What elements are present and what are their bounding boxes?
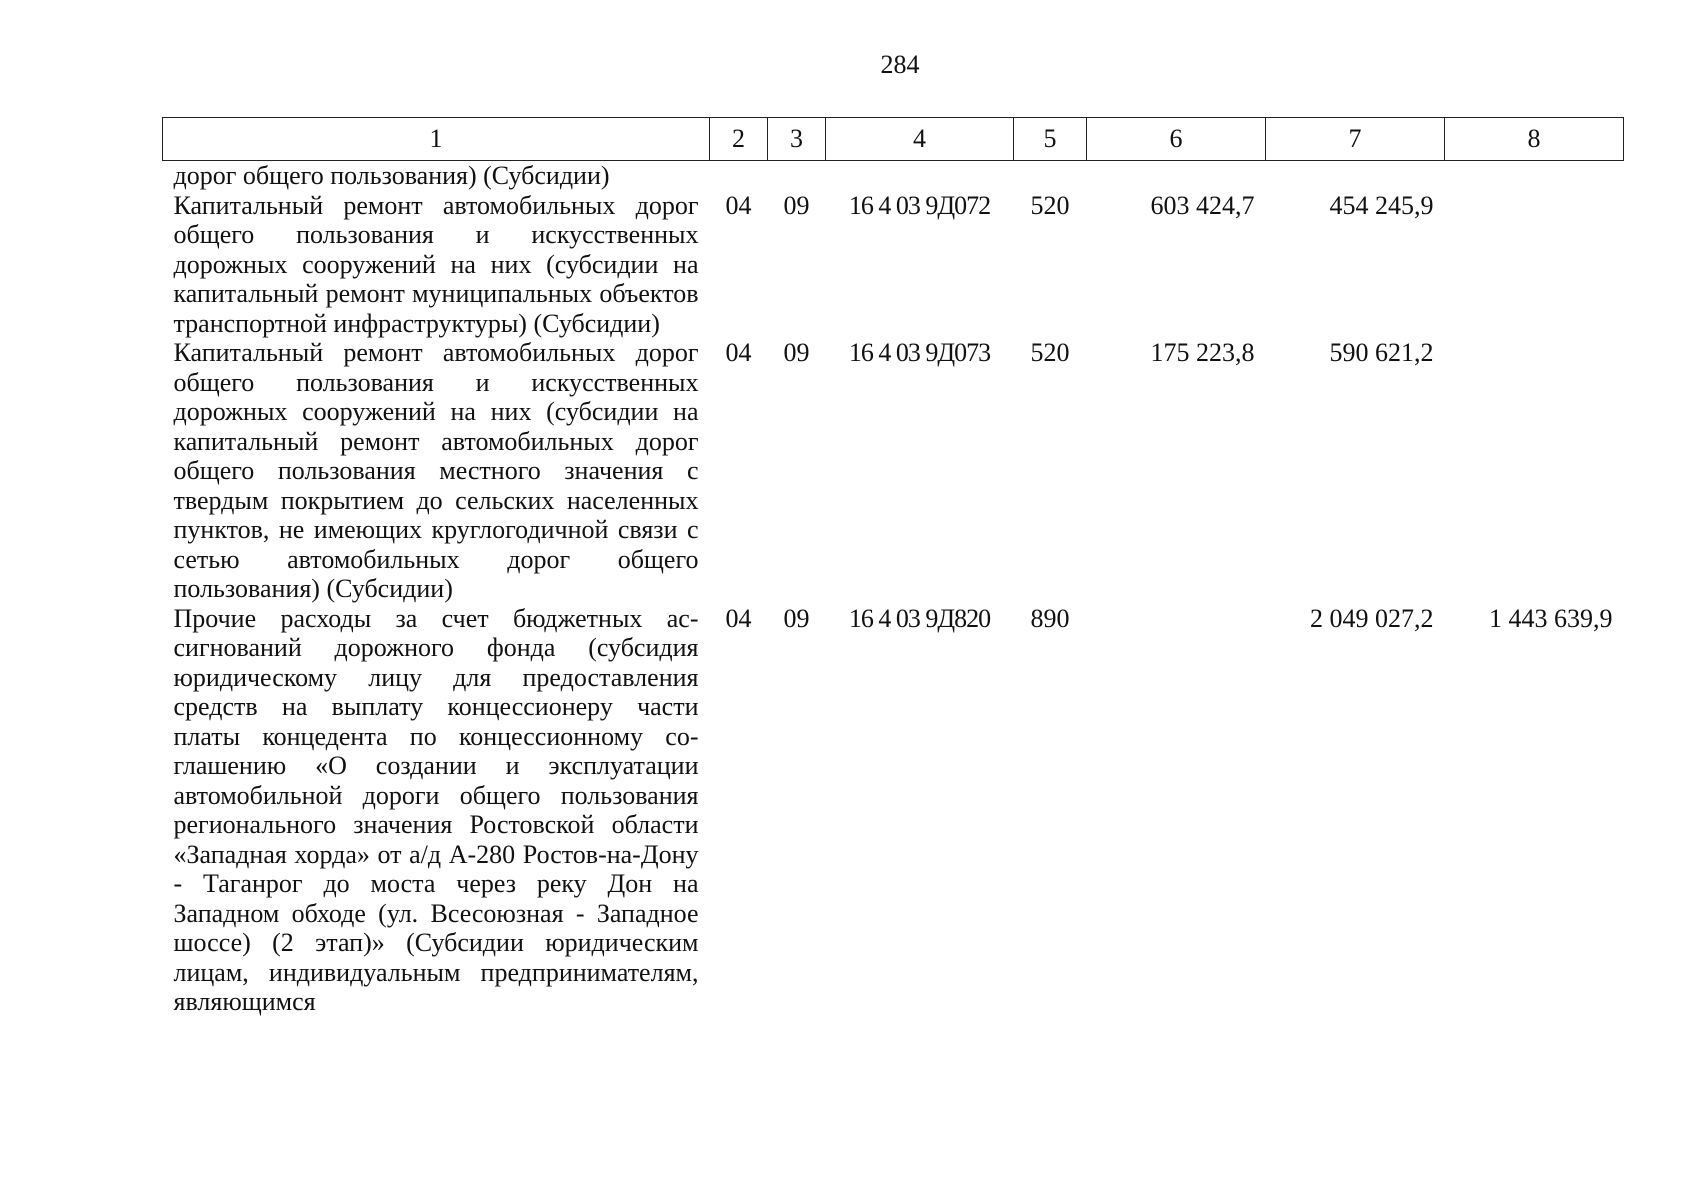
row-amount-col8 [1445, 191, 1624, 339]
header-col-3: 3 [768, 118, 826, 161]
header-col-6: 6 [1087, 118, 1266, 161]
table-row [163, 338, 1624, 604]
continuation-row [163, 161, 1624, 191]
row-expense-type: 520 [1030, 338, 1070, 367]
header-col-5: 5 [1014, 118, 1087, 161]
budget-table [162, 117, 1624, 1017]
continuation-text: дорог общего пользования) (Субсидии) [173, 161, 610, 190]
header-col-1: 1 [163, 118, 710, 161]
row-target-article: 16 4 03 9Д072 [848, 190, 991, 220]
row-amount-col7: 454 245,9 [1329, 190, 1434, 220]
row-expense-type: 890 [1030, 603, 1070, 633]
row-subsection: 09 [783, 603, 810, 633]
row-section: 04 [725, 338, 752, 367]
row-amount-col7: 2 049 027,2 [1310, 603, 1434, 633]
row-subsection: 09 [783, 190, 810, 220]
row-subsection: 09 [783, 338, 810, 367]
row-description: Прочие расходы за счет бюджетных ассигнований дорожного фонда (субсидия юридическому лицу для предоставления средств на выплату концессионеру части платы концедента по концессионному соглашению «О создании и эксплуатации автомобильной дороги общего пользования регионального значения Ростовской области «Западная хорда» от а/д А-280 Ростов-на-Дону - Таганрог до моста через реку Дон на Западном обходе (ул. Всесоюзная - Западное шоссе) (2 этап)» (Субсидии юридическим лицам, индивидуальным предпринимателям, являющимся [173, 603, 699, 1016]
row-amount-col7: 590 621,2 [1329, 338, 1434, 367]
header-col-7: 7 [1266, 118, 1445, 161]
header-row [163, 118, 1624, 161]
header-col-8: 8 [1445, 118, 1624, 161]
row-amount-col8: 1 443 639,9 [1489, 603, 1613, 633]
row-target-article: 16 4 03 9Д820 [848, 603, 991, 633]
row-target-article: 16 4 03 9Д073 [848, 338, 991, 367]
header-col-4: 4 [826, 118, 1014, 161]
row-description: Капитальный ремонт автомобильных дорог общего пользования и искусственных дорожных сооружений на них (субсидии на капитальный ремонт автомобильных дорог общего пользования местного значения с твердым покрытием до сельских населенных пунктов, не имеющих круглогодичной связи с сетью автомобильных дорог общего пользования) (Субсидии) [173, 338, 699, 603]
row-amount-col6 [1087, 604, 1266, 1017]
row-amount-col8 [1445, 338, 1624, 604]
row-section: 04 [725, 190, 752, 220]
page-number: 284 [880, 50, 920, 79]
row-expense-type: 520 [1030, 190, 1070, 220]
row-amount-col6: 175 223,8 [1150, 338, 1255, 367]
table-row [163, 191, 1624, 339]
table-row [163, 604, 1624, 1017]
row-description: Капитальный ремонт автомобильных дорог общего пользования и искусственных дорожных сооружений на них (субсидии на капитальный ремонт муниципальных объектов транспортной инфраструктуры) (Субсидии) [173, 190, 699, 338]
row-section: 04 [725, 603, 752, 633]
header-col-2: 2 [710, 118, 768, 161]
row-amount-col6: 603 424,7 [1150, 190, 1255, 220]
